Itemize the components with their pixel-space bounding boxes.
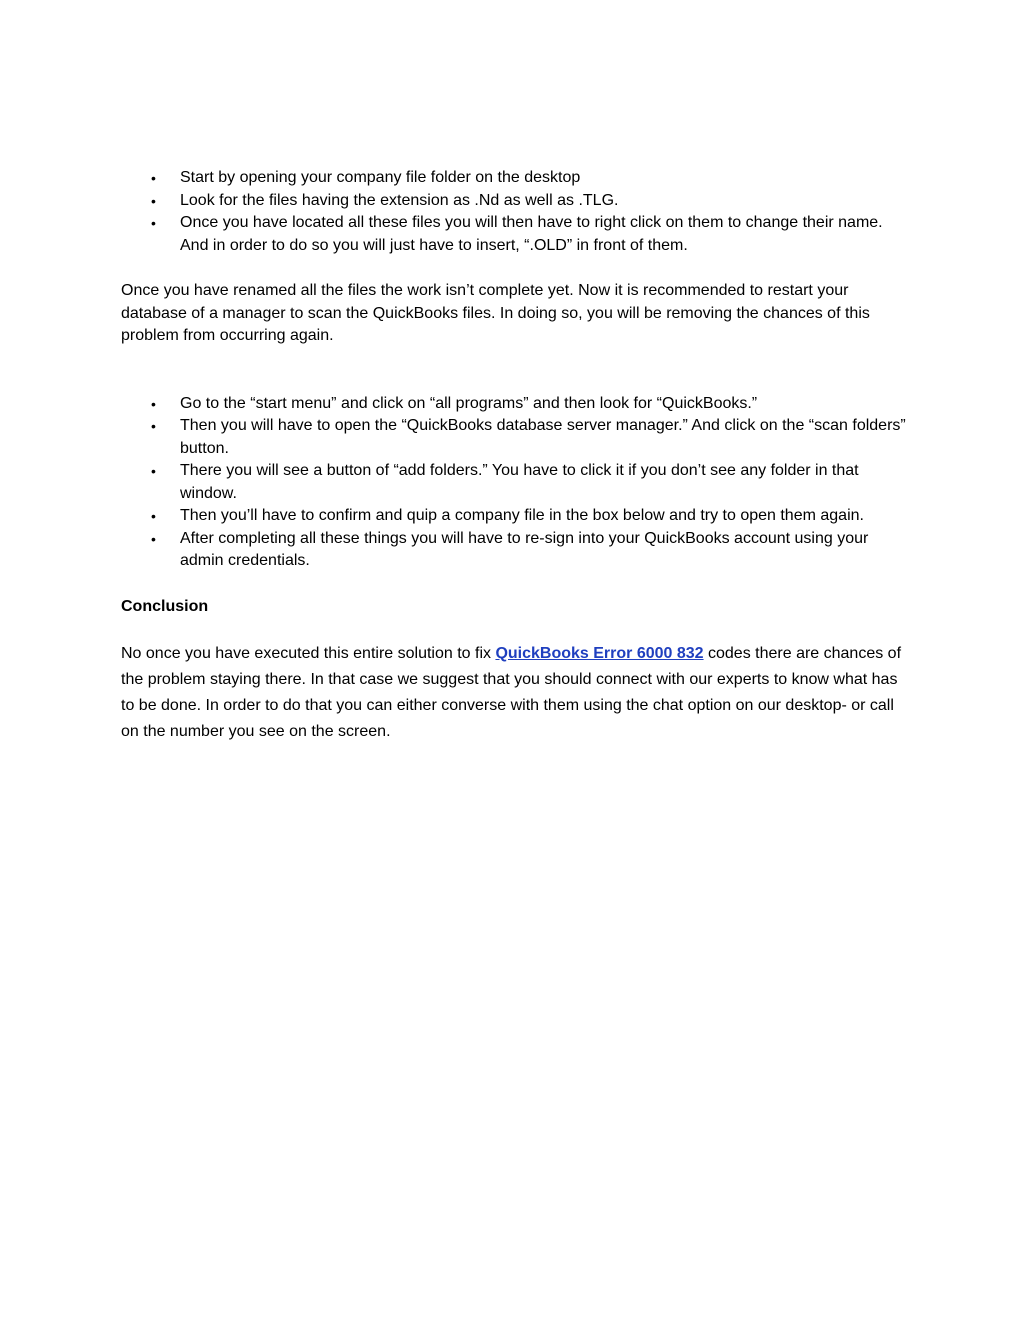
list-item (121, 505, 911, 528)
list-item-text: Look for the files having the extension as .Nd as well as .TLG. (180, 191, 619, 209)
document-content (121, 167, 911, 745)
list-item-text: Once you have located all these files you will then have to right click on them to change their name. And in order to do so you will just have to insert, “.OLD” in front of them. (180, 214, 883, 254)
list-item-text: Then you will have to open the “QuickBooks database server manager.” And click on the “scan folders” button. (180, 417, 906, 457)
list-item-text: Then you’ll have to confirm and quip a company file in the box below and try to open them again. (180, 507, 864, 524)
list-item (121, 212, 911, 257)
list-item-text: There you will see a button of “add folders.” You have to click it if you don’t see any folder in that window. (180, 462, 859, 502)
list-item (121, 415, 911, 460)
list-item (121, 167, 911, 190)
list-item-text: Start by opening your company file folder on the desktop (180, 169, 581, 186)
bullet-icon: • (151, 418, 156, 434)
conclusion-text-end: codes there are chances of the problem staying there. In that case we suggest that you should connect with our experts to know what has to be done. In order to do that you can either converse with them using the chat option on our desktop- or call on the number you see on the screen. (121, 645, 902, 740)
conclusion-paragraph (121, 641, 911, 745)
bullet-icon: • (151, 215, 156, 231)
bullet-icon: • (151, 395, 156, 412)
quickbooks-error-link[interactable]: QuickBooks Error 6000 832 (495, 645, 704, 662)
list-item (121, 393, 911, 416)
conclusion-heading: Conclusion (121, 597, 209, 615)
list-item (121, 460, 911, 505)
list-item-text: Go to the “start menu” and click on “all programs” and then look for “QuickBooks.” (180, 394, 758, 412)
bullet-icon: • (151, 192, 156, 209)
bullet-list-rename-files (121, 167, 911, 257)
conclusion-text-start: No once you have executed this entire solution to fix (121, 645, 496, 662)
bullet-icon: • (151, 530, 156, 547)
list-item (121, 528, 911, 573)
list-item-text: After completing all these things you will have to re-sign into your QuickBooks account using your admin credentials. (180, 529, 869, 569)
bullet-list-scan-folders (121, 393, 911, 573)
body-paragraph: Once you have renamed all the files the work isn’t complete yet. Now it is recommended to restart your database of a manager to scan the QuickBooks files. In doing so, you will be removing the chances of this problem from occurring again. (121, 282, 870, 344)
list-item (121, 190, 911, 213)
bullet-icon: • (151, 463, 156, 479)
bullet-icon: • (151, 170, 156, 186)
bullet-icon: • (151, 508, 156, 524)
